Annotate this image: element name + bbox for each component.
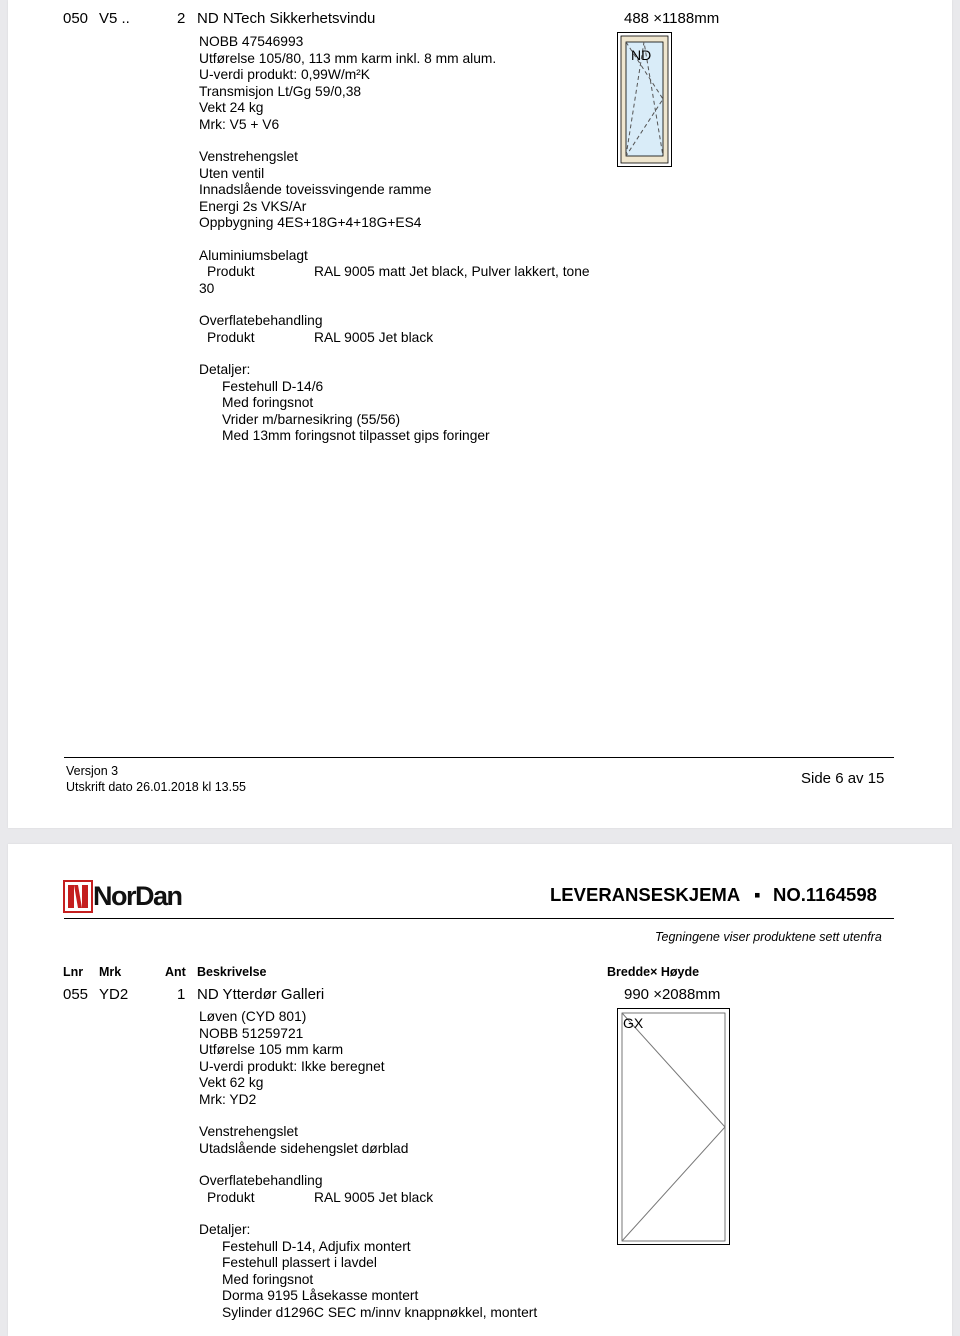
desc-line: Innadslående toveissvingende ramme bbox=[199, 182, 432, 197]
detail-line: Med 13mm foringsnot tilpasset gips foringer bbox=[222, 428, 490, 443]
details-heading: Detaljer: bbox=[199, 1222, 251, 1237]
detail-line: Festehull plassert i lavdel bbox=[222, 1255, 377, 1270]
alu-heading: Aluminiumsbelagt bbox=[199, 247, 308, 263]
desc-line: U-verdi produkt: Ikke beregnet bbox=[199, 1058, 385, 1074]
title-separator: ▪ bbox=[754, 884, 761, 905]
desc-line: Løven (CYD 801) bbox=[199, 1009, 307, 1024]
footer-page-number: Side 6 av 15 bbox=[801, 770, 885, 787]
desc-line: NOBB 47546993 bbox=[199, 34, 304, 49]
alu-product-cont: 30 bbox=[199, 280, 215, 296]
document-page-7 bbox=[8, 844, 952, 1336]
item-description bbox=[199, 1009, 537, 1321]
drawing-note: Tegningene viser produktene sett utenfra bbox=[655, 930, 882, 944]
desc-line: U-verdi produkt: 0,99W/m²K bbox=[199, 67, 370, 82]
desc-line: Transmisjon Lt/Gg 59/0,38 bbox=[199, 83, 362, 99]
item-description bbox=[199, 34, 590, 445]
door-drawing-label: GX bbox=[623, 1015, 644, 1031]
desc-line: Vekt 62 kg bbox=[199, 1075, 264, 1090]
document-page-6 bbox=[8, 0, 952, 828]
alu-product-row bbox=[199, 264, 590, 281]
column-header-ant: Ant bbox=[165, 965, 186, 979]
alu-product-value: RAL 9005 matt Jet black, Pulver lakkert, tone bbox=[314, 264, 590, 279]
window-drawing-label: ND bbox=[631, 47, 652, 63]
desc-line: NOBB 51259721 bbox=[199, 1025, 304, 1041]
item-size: 990 ×2088mm bbox=[624, 986, 721, 1003]
detail-line: Vrider m/barnesikring (55/56) bbox=[222, 411, 401, 427]
desc-line: Uten ventil bbox=[199, 165, 265, 181]
desc-line: Oppbygning 4ES+18G+4+18G+ES4 bbox=[199, 215, 422, 230]
details-heading: Detaljer: bbox=[199, 362, 251, 377]
desc-line: Venstrehengslet bbox=[199, 1124, 298, 1139]
document-title: LEVERANSESKJEMA bbox=[550, 884, 741, 905]
surface-product-value: RAL 9005 Jet black bbox=[314, 329, 434, 345]
detail-line: Sylinder d1296C SEC m/innv knappnøkkel, montert bbox=[222, 1304, 538, 1320]
alu-product-key: Produkt bbox=[207, 264, 255, 279]
desc-line: Utførelse 105 mm karm bbox=[199, 1042, 344, 1057]
column-header-size: Bredde× Høyde bbox=[607, 965, 700, 979]
surface-product-row bbox=[199, 1190, 537, 1207]
detail-line: Med foringsnot bbox=[222, 1271, 314, 1287]
desc-line: Utførelse 105/80, 113 mm karm inkl. 8 mm alum. bbox=[199, 50, 497, 66]
detail-line: Dorma 9195 Låsekasse montert bbox=[222, 1288, 419, 1303]
surface-product-value: RAL 9005 Jet black bbox=[314, 1189, 434, 1205]
header-divider bbox=[64, 918, 894, 919]
nordan-logo-text: NorDan bbox=[93, 881, 182, 911]
item-mark: YD2 bbox=[99, 986, 129, 1003]
detail-line: Festehull D-14, Adjufix montert bbox=[222, 1238, 411, 1254]
surface-product-key: Produkt bbox=[207, 1189, 255, 1205]
detail-line: Festehull D-14/6 bbox=[222, 378, 324, 394]
surface-product-key: Produkt bbox=[207, 329, 255, 345]
detail-line: Med foringsnot bbox=[222, 395, 314, 410]
column-header-mrk: Mrk bbox=[99, 965, 122, 979]
footer-divider bbox=[64, 757, 894, 758]
column-header-lnr: Lnr bbox=[63, 965, 84, 979]
document-number: NO.1164598 bbox=[773, 884, 877, 905]
surface-heading: Overflatebehandling bbox=[199, 313, 323, 328]
surface-heading: Overflatebehandling bbox=[199, 1173, 323, 1188]
surface-product-row bbox=[199, 330, 496, 347]
desc-line: Utadslående sidehengslet dørblad bbox=[199, 1140, 409, 1156]
desc-line: Mrk: YD2 bbox=[199, 1091, 257, 1107]
desc-line: Mrk: V5 + V6 bbox=[199, 116, 280, 132]
item-size: 488 ×1188mm bbox=[624, 10, 720, 27]
item-line-number: 050 bbox=[63, 10, 89, 27]
window-drawing bbox=[617, 32, 673, 168]
item-quantity: 2 bbox=[177, 10, 186, 27]
column-header-description: Beskrivelse bbox=[197, 965, 267, 979]
nordan-logo-icon bbox=[63, 880, 93, 913]
item-title: ND Ytterdør Galleri bbox=[197, 986, 325, 1003]
desc-line: Vekt 24 kg bbox=[199, 100, 264, 115]
door-drawing bbox=[617, 1008, 731, 1246]
item-title: ND NTech Sikkerhetsvindu bbox=[197, 10, 376, 27]
desc-line: Venstrehengslet bbox=[199, 149, 298, 164]
item-quantity: 1 bbox=[177, 986, 186, 1003]
desc-line: Energi 2s VKS/Ar bbox=[199, 198, 307, 214]
item-mark: V5 .. bbox=[99, 10, 130, 27]
footer-print-date: Utskrift dato 26.01.2018 kl 13.55 bbox=[66, 780, 246, 794]
footer-version: Versjon 3 bbox=[66, 764, 119, 778]
item-line-number: 055 bbox=[63, 986, 89, 1003]
